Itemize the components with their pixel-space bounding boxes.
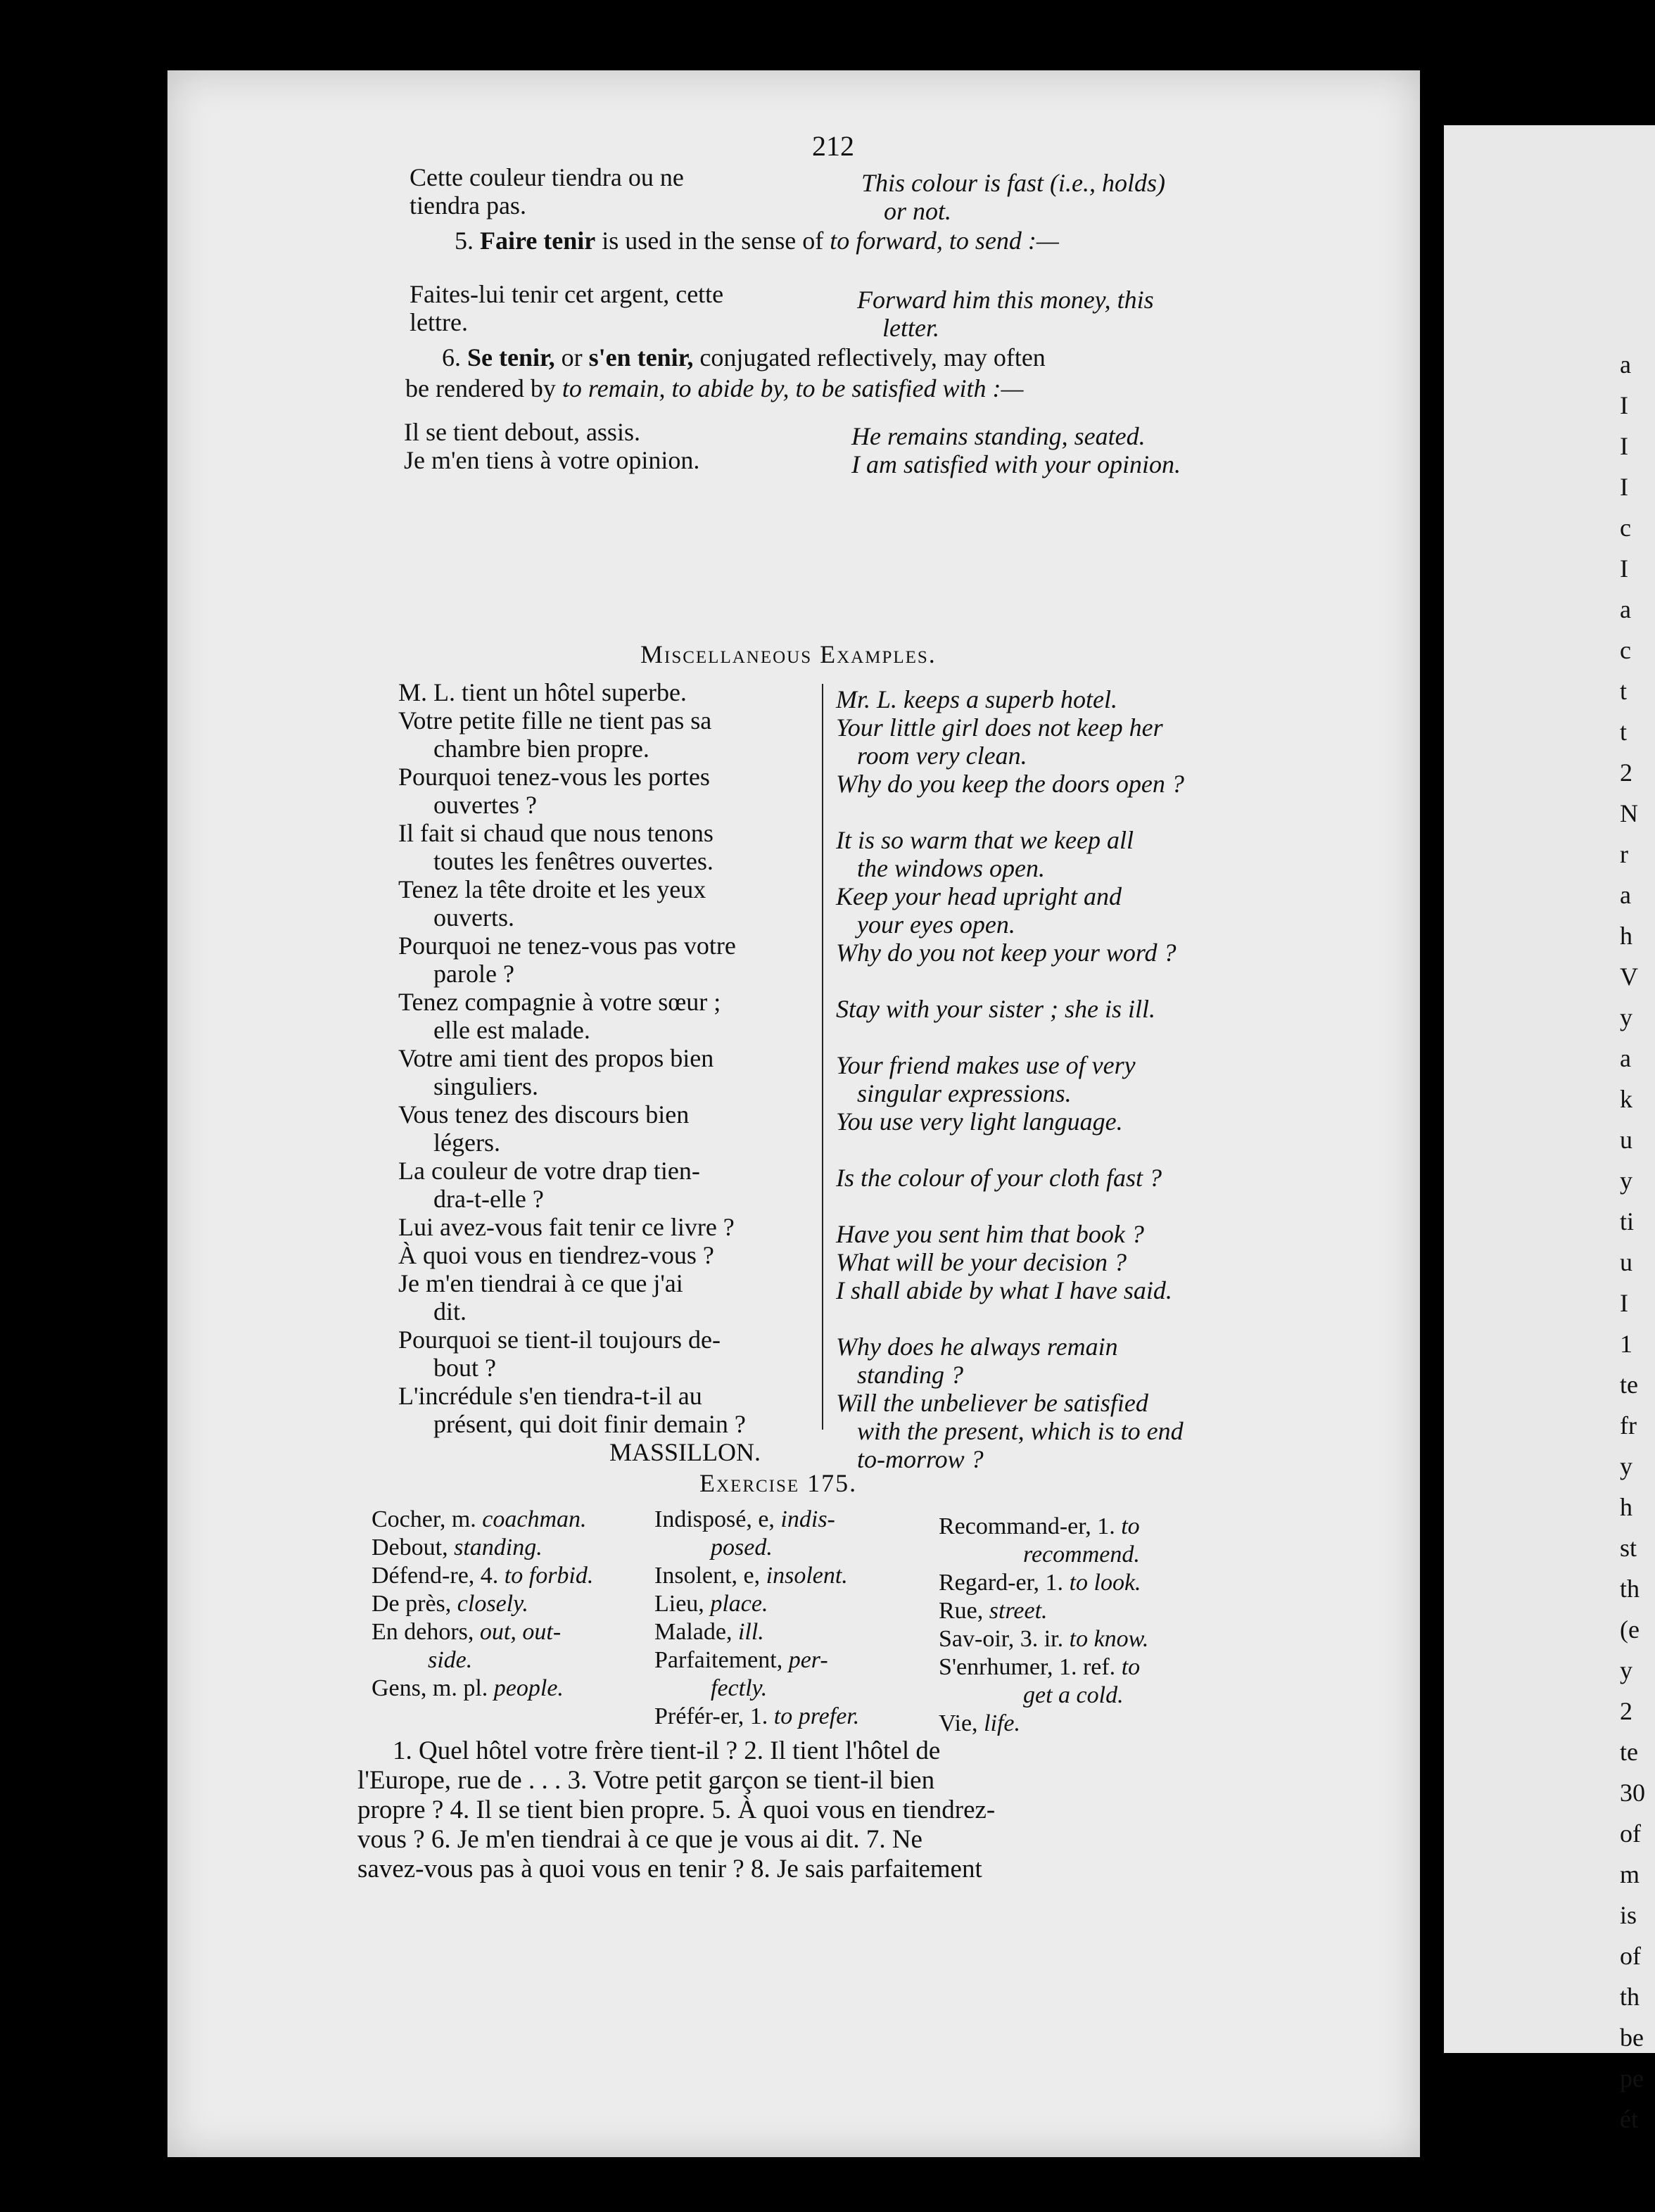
adjacent-page-fragment: u	[1620, 1126, 1632, 1154]
vocab-translation: out, out-	[479, 1619, 562, 1645]
misc-english-line: room very clean.	[857, 742, 1027, 770]
misc-french-line: elle est malade.	[433, 1016, 590, 1044]
misc-french-line: Pourquoi ne tenez-vous pas votre	[398, 932, 736, 960]
adjacent-page-fragment: is	[1620, 1901, 1637, 1929]
vocab-column-1	[372, 1506, 593, 1703]
misc-english-line: Your friend makes use of very	[836, 1051, 1136, 1079]
misc-english-line: Is the colour of your cloth fast ?	[836, 1164, 1162, 1192]
vocab-entry	[654, 1506, 859, 1534]
adjacent-page-fragment: c	[1620, 636, 1631, 664]
misc-english-line: Mr. L. keeps a superb hotel.	[836, 685, 1117, 713]
misc-french-line: La couleur de votre drap tien-	[398, 1157, 700, 1185]
vocab-translation: insolent.	[766, 1563, 848, 1589]
vocab-entry	[939, 1682, 1148, 1710]
vocab-translation: indis-	[780, 1506, 835, 1532]
vocab-translation: posed.	[711, 1534, 773, 1561]
misc-english-line: You use very light language.	[836, 1107, 1123, 1136]
misc-french-column	[398, 678, 761, 1466]
adjacent-page-fragment: ét	[1620, 2105, 1638, 2133]
exercise-heading: Exercise 175.	[699, 1469, 858, 1497]
adjacent-page-fragment: a	[1620, 595, 1631, 623]
misc-english-line: I shall abide by what I have said.	[836, 1276, 1172, 1304]
misc-french-line: dit.	[433, 1297, 467, 1326]
rule-6-examples-english: He remains standing, seated. I am satisfied with your opinion.	[851, 422, 1181, 478]
vocab-translation: to	[1121, 1654, 1141, 1680]
rule-6-line-2: be rendered by to remain, to abide by, to be satisfied with :—	[405, 374, 1024, 402]
misc-english-line: Keep your head upright and	[836, 882, 1122, 910]
adjacent-page-fragment: N	[1620, 799, 1638, 827]
vocab-column-2	[654, 1506, 859, 1731]
vocab-translation: place.	[710, 1591, 768, 1617]
vocab-entry	[939, 1710, 1148, 1738]
vocab-entry	[654, 1618, 859, 1646]
misc-english-line: with the present, which is to end	[857, 1417, 1184, 1445]
misc-french-line: singuliers.	[433, 1072, 538, 1100]
misc-french-line: Vous tenez des discours bien	[398, 1100, 690, 1129]
misc-french-line: Pourquoi tenez-vous les portes	[398, 763, 710, 791]
vocab-entry	[372, 1590, 593, 1618]
misc-english-line: Will the unbeliever be satisfied	[836, 1389, 1148, 1417]
vocab-entry	[654, 1674, 859, 1703]
misc-english-line: singular expressions.	[857, 1079, 1072, 1107]
vocab-word: Défend-re, 4.	[372, 1563, 499, 1589]
misc-french-line: chambre bien propre.	[433, 735, 649, 763]
miscellaneous-heading: Miscellaneous Examples.	[640, 640, 937, 668]
misc-french-line: ouvertes ?	[433, 791, 537, 819]
misc-english-line: to-morrow ?	[857, 1445, 984, 1473]
intro-french: Cette couleur tiendra ou ne tiendra pas.	[410, 163, 684, 220]
vocab-entry	[654, 1646, 859, 1674]
vocab-translation: life.	[984, 1710, 1020, 1736]
vocab-translation: to prefer.	[773, 1703, 860, 1729]
column-divider	[822, 684, 823, 1430]
misc-english-line	[836, 1192, 1184, 1220]
vocab-translation: to	[1121, 1513, 1140, 1539]
adjacent-page-fragment: a	[1620, 1044, 1631, 1072]
vocab-word: Insolent, e,	[654, 1563, 761, 1589]
misc-french-line: M. L. tient un hôtel superbe.	[398, 678, 687, 706]
vocab-word: Regard-er, 1.	[939, 1570, 1064, 1596]
adjacent-page-fragment: h	[1620, 1493, 1632, 1521]
vocab-word: Vie,	[939, 1710, 978, 1736]
adjacent-page-fragment: 2	[1620, 758, 1632, 787]
misc-french-line: Il fait si chaud que nous tenons	[398, 819, 714, 847]
adjacent-page-fragment: th	[1620, 1575, 1640, 1603]
misc-english-line: standing ?	[857, 1361, 964, 1389]
vocab-entry	[654, 1590, 859, 1618]
misc-english-line: Have you sent him that book ?	[836, 1220, 1144, 1248]
vocab-entry	[654, 1562, 859, 1590]
rule-5-example-french: Faites-lui tenir cet argent, cette lettre.	[410, 280, 724, 336]
vocab-translation: to know.	[1069, 1626, 1149, 1652]
exercise-line: propre ? 4. Il se tient bien propre. 5. À quoi vous en tiendrez-	[357, 1795, 996, 1824]
misc-french-line: Pourquoi se tient-il toujours de-	[398, 1326, 721, 1354]
vocab-word: Lieu,	[654, 1591, 704, 1617]
vocab-word: Parfaitement,	[654, 1647, 783, 1673]
vocab-word: Debout,	[372, 1534, 448, 1561]
exercise-line: l'Europe, rue de . . . 3. Votre petit garçon se tient-il bien	[357, 1766, 935, 1795]
misc-english-line: your eyes open.	[857, 910, 1015, 939]
misc-english-line: Why do you not keep your word ?	[836, 939, 1177, 967]
adjacent-page-fragment: t	[1620, 718, 1628, 746]
adjacent-page-fragment: of	[1620, 1819, 1641, 1848]
adjacent-page-fragment: V	[1620, 962, 1638, 991]
adjacent-page-fragment: I	[1620, 432, 1628, 460]
adjacent-page-fragment: u	[1620, 1248, 1632, 1276]
adjacent-page-fragment: y	[1620, 1656, 1632, 1684]
misc-english-line	[836, 1136, 1184, 1164]
adjacent-page-fragment: I	[1620, 391, 1628, 419]
vocab-translation: get a cold.	[1023, 1682, 1124, 1708]
adjacent-page-fragment: y	[1620, 1003, 1632, 1031]
book-page	[167, 70, 1420, 2157]
adjacent-page-fragment: c	[1620, 514, 1631, 542]
vocab-translation: coachman.	[482, 1506, 587, 1532]
misc-english-line: It is so warm that we keep all	[836, 826, 1134, 854]
vocab-word: De près,	[372, 1591, 452, 1617]
vocab-word: Recommand-er, 1.	[939, 1513, 1115, 1539]
rule-6-line-1: 6. Se tenir, or s'en tenir, conjugated reflectively, may often	[442, 343, 1046, 371]
vocab-translation: to forbid.	[504, 1563, 594, 1589]
misc-french-line: parole ?	[433, 960, 514, 988]
misc-french-line: dra-t-elle ?	[433, 1185, 544, 1213]
adjacent-page-fragment: te	[1620, 1371, 1638, 1399]
misc-english-line: Your little girl does not keep her	[836, 713, 1163, 742]
misc-french-line: Tenez la tête droite et les yeux	[398, 875, 706, 903]
vocab-word: Cocher, m.	[372, 1506, 476, 1532]
misc-english-column	[836, 685, 1184, 1473]
intro-english: This colour is fast (i.e., holds) or not.	[861, 169, 1166, 225]
vocab-entry	[372, 1562, 593, 1590]
adjacent-page-fragment: t	[1620, 677, 1628, 705]
adjacent-page-fragment: r	[1620, 840, 1628, 868]
adjacent-page-fragment: (e	[1620, 1615, 1640, 1644]
misc-french-line: MASSILLON.	[609, 1438, 761, 1466]
adjacent-page-fragment: a	[1620, 350, 1631, 379]
adjacent-page-fragment: I	[1620, 473, 1628, 501]
page-number: 212	[812, 130, 854, 162]
misc-english-line: Why do you keep the doors open ?	[836, 770, 1184, 798]
vocab-translation: side.	[428, 1647, 473, 1673]
adjacent-page-fragment: ti	[1620, 1207, 1635, 1235]
vocab-entry	[372, 1506, 593, 1534]
misc-french-line: présent, qui doit finir demain ?	[433, 1410, 746, 1438]
rule-5: 5. Faire tenir is used in the sense of to forward, to send :—	[455, 227, 1059, 255]
adjacent-page-fragment: k	[1620, 1085, 1632, 1113]
exercise-text	[357, 1736, 995, 1884]
adjacent-page-fragment: I	[1620, 554, 1628, 583]
vocab-entry	[939, 1513, 1148, 1541]
vocab-entry	[654, 1703, 859, 1731]
vocab-word: Malade,	[654, 1619, 733, 1645]
exercise-line: vous ? 6. Je m'en tiendrai à ce que je vous ai dit. 7. Ne	[357, 1825, 922, 1854]
vocab-translation: standing.	[454, 1534, 543, 1561]
misc-english-line: What will be your decision ?	[836, 1248, 1127, 1276]
vocab-translation: recommend.	[1023, 1542, 1140, 1568]
adjacent-page-fragment: be	[1620, 2023, 1644, 2052]
vocab-translation: street.	[989, 1598, 1048, 1624]
misc-french-line: Votre ami tient des propos bien	[398, 1044, 714, 1072]
misc-french-line: Je m'en tiendrai à ce que j'ai	[398, 1269, 683, 1297]
misc-french-line: Tenez compagnie à votre sœur ;	[398, 988, 721, 1016]
vocab-entry	[372, 1646, 593, 1674]
vocab-translation: people.	[493, 1675, 564, 1701]
exercise-line: 1. Quel hôtel votre frère tient-il ? 2. Il tient l'hôtel de	[393, 1736, 941, 1765]
vocab-word: Rue,	[939, 1598, 984, 1624]
adjacent-page-fragment: y	[1620, 1167, 1632, 1195]
misc-english-line	[836, 1023, 1184, 1051]
vocab-entry	[939, 1597, 1148, 1625]
adjacent-page-fragment: fr	[1620, 1411, 1637, 1439]
vocab-word: Sav-oir, 3. ir.	[939, 1626, 1064, 1652]
vocab-entry	[939, 1625, 1148, 1653]
misc-english-line: Stay with your sister ; she is ill.	[836, 995, 1155, 1023]
misc-french-line: L'incrédule s'en tiendra-t-il au	[398, 1382, 702, 1410]
vocab-translation: closely.	[457, 1591, 528, 1617]
adjacent-page-fragment: I	[1620, 1289, 1628, 1317]
vocab-word: S'enrhumer, 1. ref.	[939, 1654, 1116, 1680]
misc-french-line: Votre petite fille ne tient pas sa	[398, 706, 712, 735]
misc-french-line: toutes les fenêtres ouvertes.	[433, 847, 714, 875]
adjacent-page-fragment: of	[1620, 1942, 1641, 1970]
adjacent-page-fragment: te	[1620, 1738, 1638, 1766]
misc-french-line: bout ?	[433, 1354, 496, 1382]
vocab-entry	[372, 1534, 593, 1562]
vocab-translation: ill.	[737, 1619, 764, 1645]
adjacent-page-fragment: h	[1620, 922, 1632, 950]
vocab-word: Indisposé, e,	[654, 1506, 775, 1532]
vocab-column-3	[939, 1513, 1148, 1738]
adjacent-page-fragment: y	[1620, 1452, 1632, 1480]
adjacent-page-edge	[1444, 125, 1655, 2133]
vocab-entry	[939, 1541, 1148, 1569]
vocab-entry	[372, 1618, 593, 1646]
vocab-translation: to look.	[1069, 1570, 1141, 1596]
adjacent-page-fragment: a	[1620, 881, 1631, 909]
vocab-entry	[654, 1534, 859, 1562]
rule-6-examples-french: Il se tient debout, assis. Je m'en tiens à votre opinion.	[404, 418, 700, 474]
vocab-word: Préfér-er, 1.	[654, 1703, 768, 1729]
vocab-word: En dehors,	[372, 1619, 474, 1645]
misc-french-line: ouverts.	[433, 903, 514, 932]
misc-english-line	[836, 967, 1184, 995]
misc-english-line	[836, 798, 1184, 826]
misc-french-line: Lui avez-vous fait tenir ce livre ?	[398, 1213, 735, 1241]
vocab-entry	[939, 1569, 1148, 1597]
vocab-translation: per-	[788, 1647, 828, 1673]
adjacent-page-fragment: th	[1620, 1983, 1640, 2011]
vocab-entry	[372, 1674, 593, 1703]
rule-5-example-english: Forward him this money, this letter.	[857, 286, 1154, 342]
vocab-translation: fectly.	[711, 1675, 768, 1701]
adjacent-page-fragment: pe	[1620, 2064, 1644, 2092]
exercise-line: savez-vous pas à quoi vous en tenir ? 8. Je sais parfaitement	[357, 1855, 982, 1883]
adjacent-page-fragment: 30	[1620, 1779, 1645, 1807]
misc-french-line: légers.	[433, 1129, 500, 1157]
misc-english-line	[836, 1304, 1184, 1333]
adjacent-page-fragment: m	[1620, 1860, 1640, 1888]
vocab-word: Gens, m. pl.	[372, 1675, 488, 1701]
misc-english-line: the windows open.	[857, 854, 1045, 882]
adjacent-page-fragment: st	[1620, 1534, 1637, 1562]
adjacent-page-fragment: 1	[1620, 1330, 1632, 1358]
vocab-entry	[939, 1653, 1148, 1682]
misc-english-line: Why does he always remain	[836, 1333, 1118, 1361]
adjacent-page-fragment: 2	[1620, 1697, 1632, 1725]
misc-french-line: À quoi vous en tiendrez-vous ?	[398, 1241, 714, 1269]
